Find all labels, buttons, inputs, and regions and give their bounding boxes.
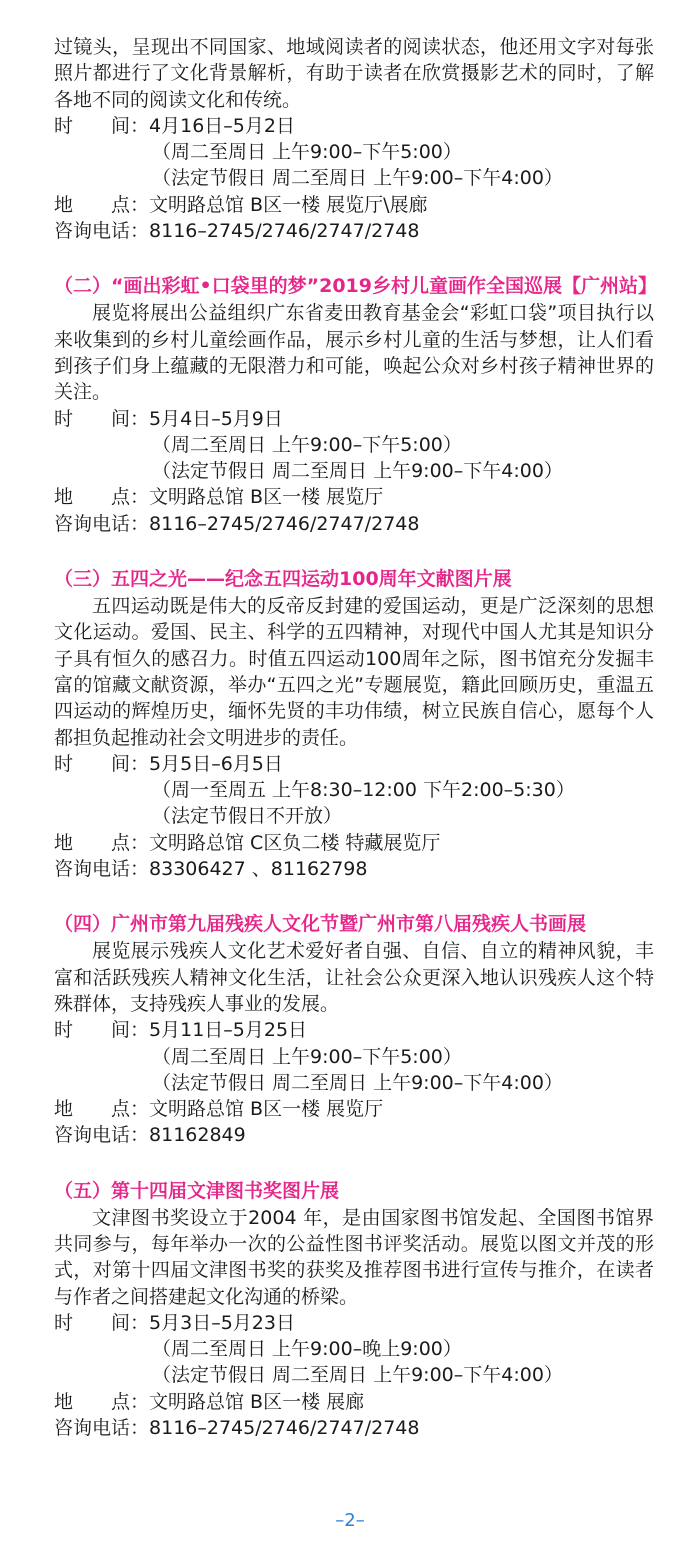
time-label: 时 间： xyxy=(54,114,150,137)
time-note: （周一至周五 上午8:30–12:00 下午2:00–5:30） xyxy=(152,779,575,802)
page-number: –2– xyxy=(335,1510,365,1531)
section-title: （四）广州市第九届残疾人文化节暨广州市第八届残疾人书画展 xyxy=(54,913,587,936)
place-row xyxy=(54,1389,654,1415)
phone-value: 8116–2745/2746/2747/2748 xyxy=(149,220,420,243)
place-value: 文明路总馆 B区一楼 展廊 xyxy=(149,1390,365,1413)
time-row xyxy=(54,406,654,432)
place-label: 地 点： xyxy=(54,486,150,509)
time-note: （法定节假日 周二至周日 上午9:00–下午4:00） xyxy=(152,460,563,483)
time-row xyxy=(54,1310,654,1336)
time-note: （周二至周日 上午9:00–下午5:00） xyxy=(152,433,462,456)
phone-label: 咨询电话： xyxy=(54,512,150,535)
phone-label: 咨询电话： xyxy=(54,1124,150,1147)
phone-row xyxy=(54,1122,654,1148)
time-note: （法定节假日 周二至周日 上午9:00–下午4:00） xyxy=(152,167,563,190)
place-label: 地 点： xyxy=(54,1098,150,1121)
time-note: （周二至周日 上午9:00–晚上9:00） xyxy=(152,1338,462,1361)
phone-label: 咨询电话： xyxy=(54,220,150,243)
place-row xyxy=(54,192,654,218)
phone-label: 咨询电话： xyxy=(54,858,150,881)
time-note: （法定节假日 周二至周日 上午9:00–下午4:00） xyxy=(152,1364,563,1387)
phone-value: 8116–2745/2746/2747/2748 xyxy=(149,512,420,535)
time-label: 时 间： xyxy=(54,752,150,775)
time-value: 5月3日–5月23日 xyxy=(149,1311,295,1334)
place-row xyxy=(54,484,654,510)
section-body: 五四运动既是伟大的反帝反封建的爱国运动，更是广泛深刻的思想文化运动。爱国、民主、科学的五四精神，对现代中国人尤其是知识分子具有恒久的感召力。时值五四运动100周年之际，图书馆充分发掘丰富的馆藏文献资源，举办“五四之光”专题展览，籍此回顾历史，重温五四运动的辉煌历史，缅怀先贤的丰功伟绩，树立民族自信心，愿每个人都担负起推动社会文明进步的责任。 xyxy=(54,595,654,749)
section-body: 展览展示残疾人文化艺术爱好者自强、自信、自立的精神风貌，丰富和活跃残疾人精神文化生活，让社会公众更深入地认识残疾人这个特殊群体，支持残疾人事业的发展。 xyxy=(54,940,654,1015)
section-title: （五）第十四届文津图书奖图片展 xyxy=(54,1179,340,1202)
content-area xyxy=(54,34,658,1441)
time-value: 5月11日–5月25日 xyxy=(149,1019,308,1042)
place-value: 文明路总馆 B区一楼 展览厅 xyxy=(149,1098,384,1121)
phone-row xyxy=(54,1415,654,1441)
place-value: 文明路总馆 B区一楼 展览厅\展廊 xyxy=(149,193,428,216)
phone-row xyxy=(54,856,654,882)
time-label: 时 间： xyxy=(54,1019,150,1042)
place-row xyxy=(54,830,654,856)
section-body: 展览将展出公益组织广东省麦田教育基金会“彩虹口袋”项目执行以来收集到的乡村儿童绘画作品，展示乡村儿童的生活与梦想，让人们看到孩子们身上蕴藏的无限潜力和可能，唤起公众对乡村孩子精神世界的关注。 xyxy=(54,302,654,404)
time-row xyxy=(54,113,654,139)
phone-value: 8116–2745/2746/2747/2748 xyxy=(149,1417,420,1440)
time-note: （周二至周日 上午9:00–下午5:00） xyxy=(152,141,462,164)
phone-row xyxy=(54,218,654,244)
place-value: 文明路总馆 C区负二楼 特藏展览厅 xyxy=(149,831,441,854)
time-note: （法定节假日 周二至周日 上午9:00–下午4:00） xyxy=(152,1071,563,1094)
time-row xyxy=(54,1017,654,1043)
time-label: 时 间： xyxy=(54,407,150,430)
time-label: 时 间： xyxy=(54,1311,150,1334)
time-note: （周二至周日 上午9:00–下午5:00） xyxy=(152,1045,462,1068)
place-row xyxy=(54,1096,654,1122)
time-value: 4月16日–5月2日 xyxy=(149,114,295,137)
place-label: 地 点： xyxy=(54,193,150,216)
phone-value: 83306427 、81162798 xyxy=(149,858,368,881)
phone-label: 咨询电话： xyxy=(54,1417,150,1440)
place-value: 文明路总馆 B区一楼 展览厅 xyxy=(149,486,384,509)
phone-value: 81162849 xyxy=(149,1124,246,1147)
section-title: （三）五四之光——纪念五四运动100周年文献图片展 xyxy=(54,568,512,591)
time-note: （法定节假日不开放） xyxy=(152,805,343,828)
time-value: 5月4日–5月9日 xyxy=(149,407,283,430)
phone-row xyxy=(54,511,654,537)
place-label: 地 点： xyxy=(54,1390,150,1413)
place-label: 地 点： xyxy=(54,831,150,854)
intro-paragraph: 过镜头，呈现出不同国家、地域阅读者的阅读状态，他还用文字对每张照片都进行了文化背景解析，有助于读者在欣赏摄影艺术的同时，了解各地不同的阅读文化和传统。 xyxy=(54,36,654,111)
section-title: （二）“画出彩虹•口袋里的梦”2019乡村儿童画作全国巡展【广州站】 xyxy=(54,275,658,298)
time-row xyxy=(54,751,654,777)
section-body: 文津图书奖设立于2004 年，是由国家图书馆发起、全国图书馆界共同参与，每年举办一次的公益性图书评奖活动。展览以图文并茂的形式，对第十四届文津图书奖的获奖及推荐图书进行宣传与推介，在读者与作者之间搭建起文化沟通的桥梁。 xyxy=(54,1206,654,1308)
time-value: 5月5日–6月5日 xyxy=(149,752,283,775)
